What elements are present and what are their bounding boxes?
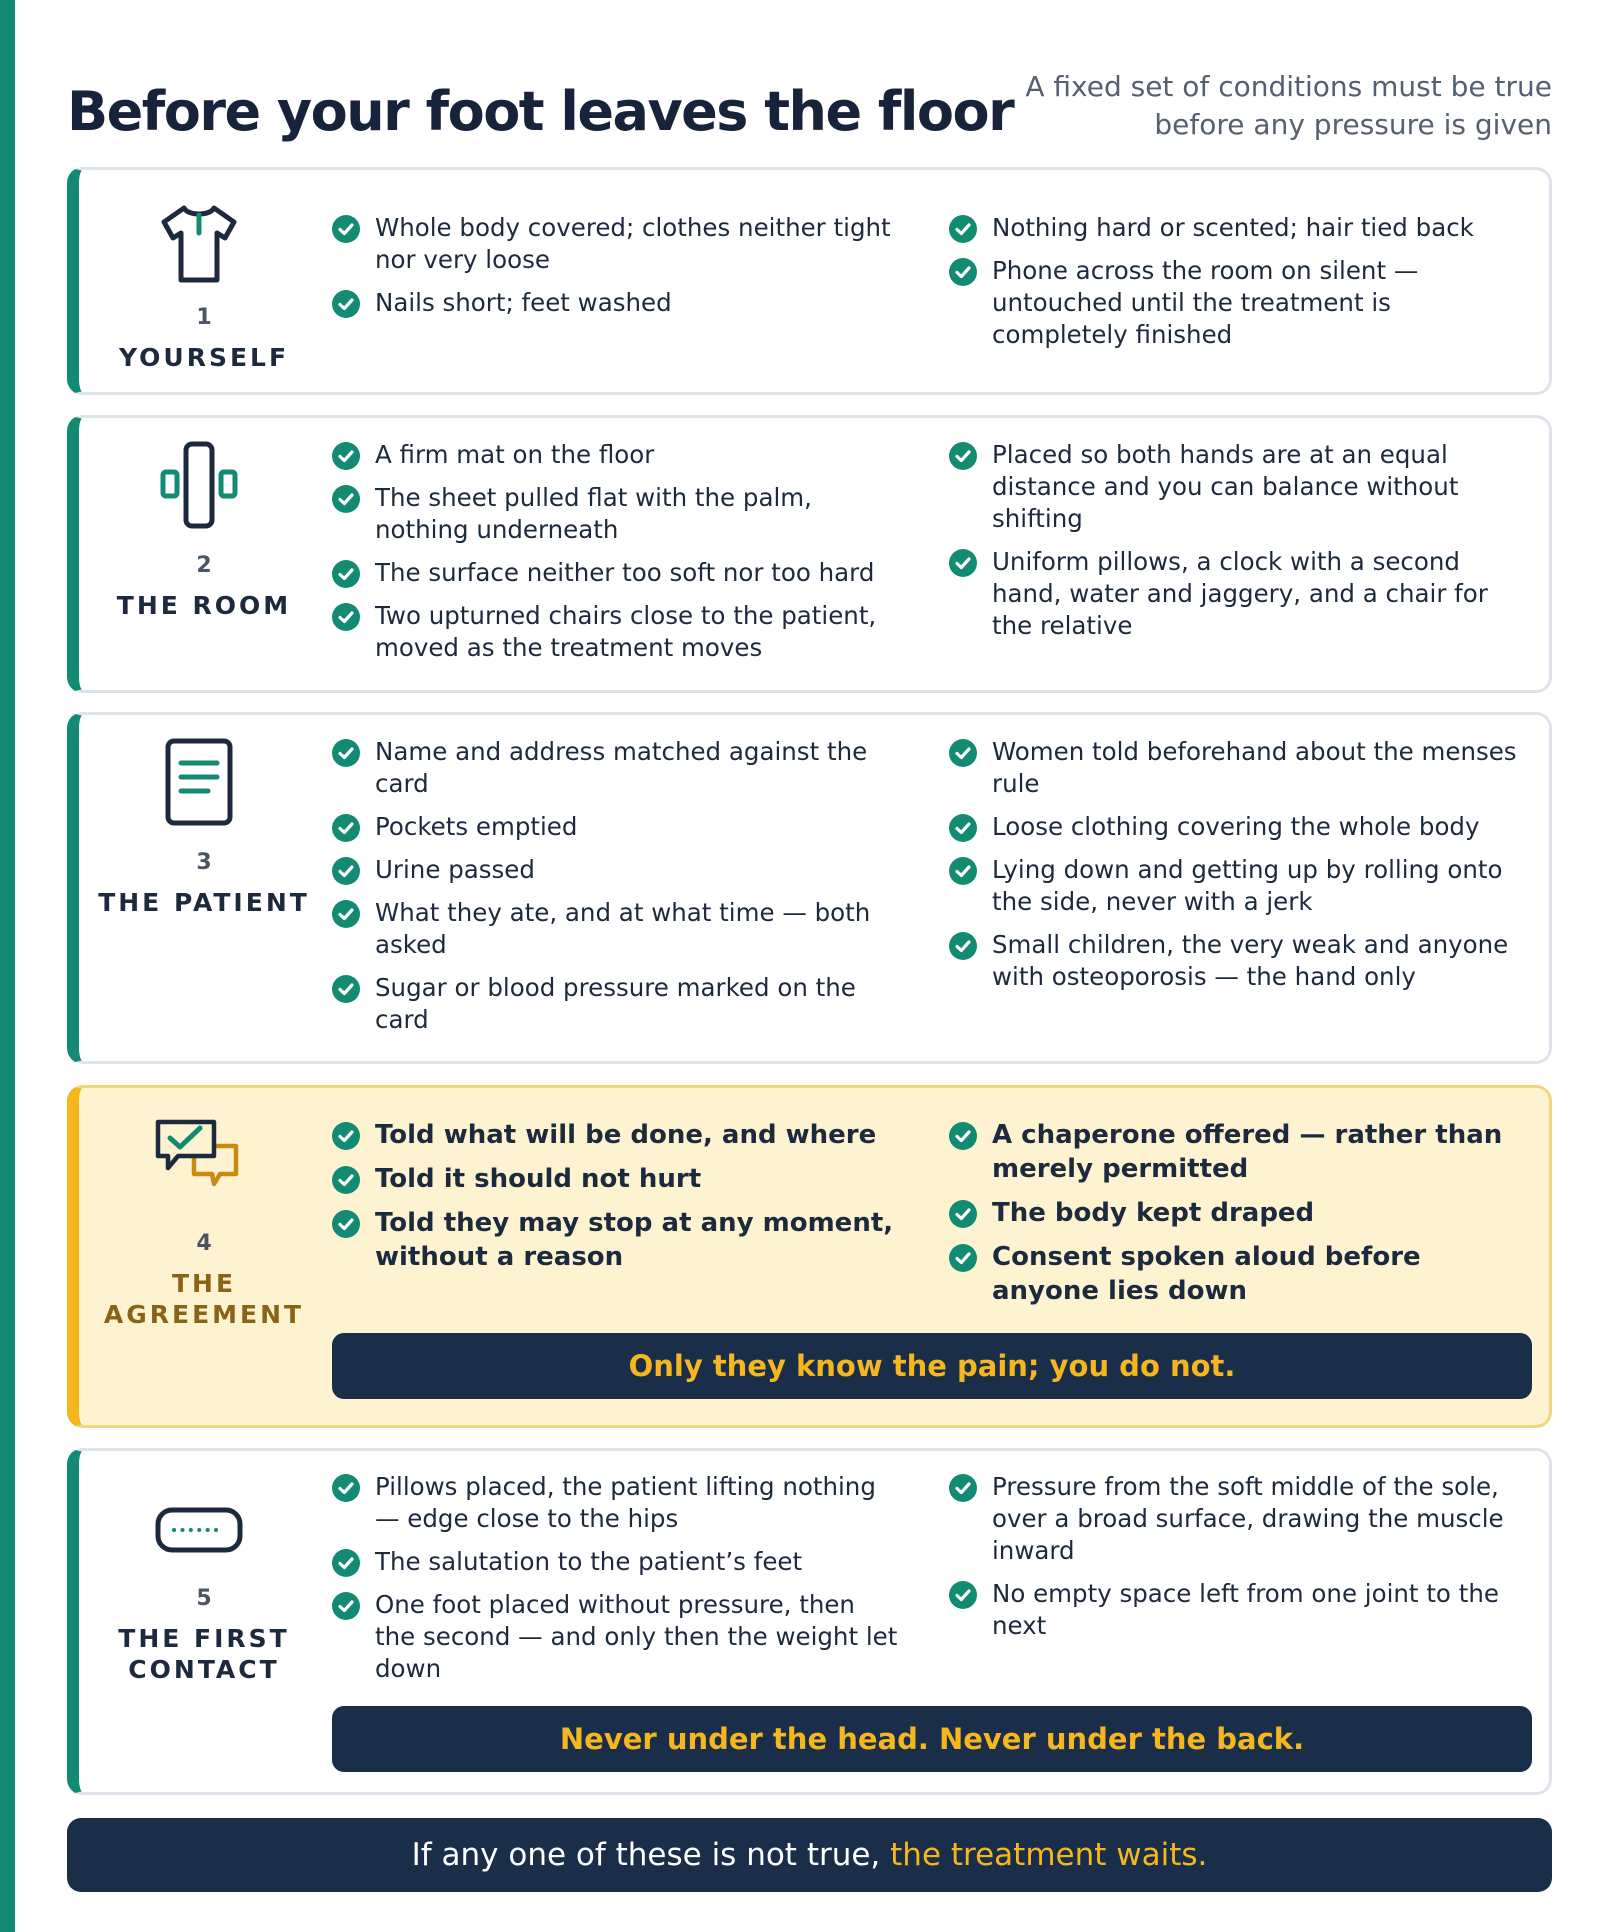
speech-bubbles-check-icon: [154, 1118, 244, 1208]
checklist-item: [949, 854, 1519, 918]
checklist-item: [949, 929, 1519, 993]
checklist-text: No empty space left from one joint to the next: [992, 1579, 1499, 1640]
check-circle-icon: [949, 549, 977, 577]
checklist-item: [949, 546, 1519, 642]
checklist-item: [332, 557, 902, 589]
check-circle-icon: [332, 290, 360, 318]
checklist-item: [332, 439, 902, 471]
check-circle-icon: [332, 814, 360, 842]
section-number: 2: [196, 553, 212, 578]
callout-banner: Only they know the pain; you do not.: [332, 1333, 1532, 1399]
check-circle-icon: [332, 1549, 360, 1577]
checklist-text: Told they may stop at any moment, without a reason: [375, 1208, 894, 1272]
checklist-text: Two upturned chairs close to the patient, moved as the treatment moves: [375, 601, 877, 662]
footer-banner: [67, 1818, 1552, 1892]
check-circle-icon: [332, 1474, 360, 1502]
checklist-text: One foot placed without pressure, then the second — and only then the weight let down: [375, 1590, 898, 1683]
checklist-text: The body kept draped: [992, 1198, 1315, 1228]
checklist-item: [949, 1240, 1519, 1308]
checklist-text: Told it should not hurt: [375, 1164, 702, 1194]
checklist-column-left: [332, 439, 902, 675]
checklist-item: [332, 811, 902, 843]
section-title: [79, 1623, 329, 1685]
check-circle-icon: [949, 739, 977, 767]
checklist-text: Pressure from the soft middle of the sole, over a broad surface, drawing the muscle inward: [992, 1472, 1504, 1565]
section-title: THE ROOM: [116, 591, 292, 620]
check-circle-icon: [332, 215, 360, 243]
checklist-text: Women told beforehand about the menses rule: [992, 737, 1517, 798]
checklist-text: Urine passed: [375, 855, 535, 884]
section-number: 3: [196, 850, 212, 875]
checklist-item: [332, 287, 902, 319]
subtitle-line: before any pressure is given: [1154, 108, 1552, 141]
checklist-text: What they ate, and at what time — both asked: [375, 898, 871, 959]
check-circle-icon: [949, 442, 977, 470]
section-label: [79, 170, 329, 392]
checklist-item: [949, 212, 1519, 244]
checklist-text: Placed so both hands are at an equal distance and you can balance without shifting: [992, 440, 1459, 533]
check-circle-icon: [332, 857, 360, 885]
section-card-the-room: [67, 415, 1552, 693]
checklist-item: [332, 482, 902, 546]
checklist-item: [332, 1162, 902, 1196]
check-circle-icon: [949, 814, 977, 842]
check-circle-icon: [949, 857, 977, 885]
check-circle-icon: [332, 603, 360, 631]
checklist-column-right: [949, 1118, 1519, 1318]
section-card-yourself: [67, 167, 1552, 395]
page-subtitle: [1025, 68, 1552, 144]
check-circle-icon: [949, 215, 977, 243]
checklist-text: Pillows placed, the patient lifting nothing — edge close to the hips: [375, 1472, 876, 1533]
checklist-item: [332, 1206, 902, 1274]
checklist-item: [332, 1589, 902, 1685]
section-label: [79, 715, 329, 1061]
check-circle-icon: [949, 258, 977, 286]
check-circle-icon: [332, 1166, 360, 1194]
checklist-text: Sugar or blood pressure marked on the card: [375, 973, 856, 1034]
checklist-text: The sheet pulled flat with the palm, nothing underneath: [375, 483, 812, 544]
check-circle-icon: [332, 442, 360, 470]
checklist-item: [332, 600, 902, 664]
checklist-text: Phone across the room on silent — untouched until the treatment is completely finished: [992, 256, 1419, 349]
section-title: [79, 1268, 329, 1330]
checklist-item: [332, 212, 902, 276]
checklist-item: [332, 1471, 902, 1535]
footer-highlight: the treatment waits.: [890, 1837, 1208, 1873]
section-number: 1: [196, 305, 212, 330]
checklist-item: [332, 972, 902, 1036]
header: [67, 70, 1552, 160]
checklist-item: [949, 811, 1519, 843]
check-circle-icon: [949, 1244, 977, 1272]
checklist-column-right: [949, 736, 1519, 1004]
checklist-item: [332, 736, 902, 800]
checklist-column-left: [332, 1118, 902, 1284]
callout-banner: Never under the head. Never under the back.: [332, 1706, 1532, 1772]
check-circle-icon: [332, 739, 360, 767]
check-circle-icon: [949, 932, 977, 960]
check-circle-icon: [332, 1592, 360, 1620]
check-circle-icon: [332, 900, 360, 928]
checklist-item: [332, 854, 902, 886]
checklist-text: Consent spoken aloud before anyone lies down: [992, 1242, 1421, 1306]
checklist-text: Name and address matched against the card: [375, 737, 868, 798]
section-card-the-patient: [67, 712, 1552, 1064]
checklist-column-left: [332, 212, 902, 330]
checklist-text: Small children, the very weak and anyone with osteoporosis — the hand only: [992, 930, 1509, 991]
checklist-column-right: [949, 439, 1519, 653]
checklist-text: A chaperone offered — rather than merely permitted: [992, 1120, 1503, 1184]
checklist-item: [949, 1118, 1519, 1186]
section-number: 4: [196, 1231, 212, 1256]
checklist-text: Nothing hard or scented; hair tied back: [992, 213, 1474, 242]
checklist-item: [949, 255, 1519, 351]
checklist-text: Lying down and getting up by rolling onto the side, never with a jerk: [992, 855, 1503, 916]
checklist-item: [332, 1546, 902, 1578]
checklist-item: [332, 1118, 902, 1152]
checklist-column-right: [949, 1471, 1519, 1653]
footer-text: If any one of these is not true,: [411, 1837, 881, 1873]
section-label: [79, 418, 329, 690]
checklist-text: The surface neither too soft nor too hard: [375, 558, 875, 587]
checklist-item: [949, 1578, 1519, 1642]
checklist-text: The salutation to the patient’s feet: [375, 1547, 803, 1576]
checklist-item: [949, 1196, 1519, 1230]
checklist-text: Told what will be done, and where: [375, 1120, 877, 1150]
section-title: YOURSELF: [118, 343, 290, 372]
section-number: 5: [196, 1586, 212, 1611]
section-card-the-first-contact: [67, 1448, 1552, 1795]
checklist-text: Whole body covered; clothes neither tight nor very loose: [375, 213, 891, 274]
checklist-item: [949, 736, 1519, 800]
section-title: THE PATIENT: [98, 888, 310, 917]
checklist-text: A firm mat on the floor: [375, 440, 655, 469]
checklist-column-left: [332, 1471, 902, 1696]
checklist-text: Nails short; feet washed: [375, 288, 672, 317]
section-label: [79, 1451, 329, 1792]
check-circle-icon: [332, 1122, 360, 1150]
check-circle-icon: [949, 1122, 977, 1150]
check-circle-icon: [949, 1200, 977, 1228]
page-title: Before your foot leaves the floor: [67, 80, 1014, 143]
check-circle-icon: [332, 485, 360, 513]
checklist-column-right: [949, 212, 1519, 362]
section-title-line: THE: [171, 1269, 237, 1298]
mat-with-chairs-icon: [154, 440, 244, 530]
dotted-pill-icon: [154, 1487, 244, 1577]
section-title-line: THE FIRST: [118, 1624, 290, 1653]
check-circle-icon: [332, 1210, 360, 1238]
checklist-text: Pockets emptied: [375, 812, 578, 841]
checklist-column-left: [332, 736, 902, 1047]
check-circle-icon: [332, 975, 360, 1003]
left-accent-bar: [0, 0, 15, 1932]
checklist-item: [949, 1471, 1519, 1567]
section-title-line: CONTACT: [128, 1655, 280, 1684]
check-circle-icon: [949, 1581, 977, 1609]
checklist-text: Loose clothing covering the whole body: [992, 812, 1480, 841]
document-icon: [154, 737, 244, 827]
subtitle-line: A fixed set of conditions must be true: [1025, 70, 1552, 103]
checklist-item: [332, 897, 902, 961]
section-label: [79, 1088, 329, 1425]
checklist-item: [949, 439, 1519, 535]
section-title-line: AGREEMENT: [103, 1300, 305, 1329]
check-circle-icon: [332, 560, 360, 588]
check-circle-icon: [949, 1474, 977, 1502]
section-card-the-agreement: [67, 1085, 1552, 1428]
shirt-icon: [154, 198, 244, 288]
checklist-text: Uniform pillows, a clock with a second hand, water and jaggery, and a chair for the relative: [992, 547, 1488, 640]
